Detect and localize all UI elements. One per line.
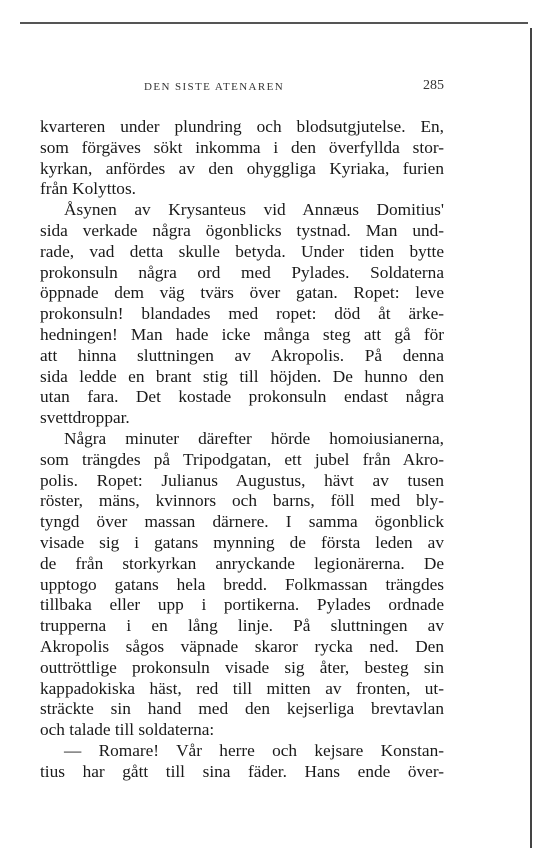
text-line: att hinna sluttningen av Akropolis. På denna — [40, 345, 444, 365]
text-line: röster, mäns, kvinnors och barns, föll med bly- — [40, 491, 444, 511]
text-line: polis. Ropet: Julianus Augustus, hävt av tusen — [40, 470, 444, 490]
text-line: hedningen! Man hade icke många steg att gå för — [40, 324, 444, 344]
body-text — [40, 117, 444, 783]
text-line: tyngd över massan därnere. I samma ögonblick — [40, 512, 444, 532]
text-line: de från storkyrkan anryckande legionärerna. De — [40, 553, 444, 573]
text-line: Akropolis sågos väpnade skaror rycka ned. Den — [40, 636, 444, 656]
text-line: rade, vad detta skulle betyda. Under tiden bytte — [40, 241, 444, 261]
running-title: DEN SISTE ATENAREN — [144, 81, 285, 93]
text-line: tius har gått till sina fäder. Hans ende över- — [40, 761, 444, 781]
text-line: som förgäves sökt inkomma i den överfyllda stor- — [40, 137, 444, 157]
right-border-rule — [530, 28, 532, 848]
text-line: prokonsuln! blandades med ropet: död åt ärke- — [40, 304, 444, 324]
text-line: svettdroppar. — [40, 408, 130, 428]
text-line: sida verkade några ögonblicks tystnad. Man und- — [40, 220, 444, 240]
text-line: outtröttlige prokonsuln visade sig åter, besteg sin — [40, 657, 444, 677]
text-line: och talade till soldaterna: — [40, 720, 215, 740]
text-line: — Romare! Vår herre och kejsare Konstan- — [64, 740, 444, 760]
text-line: öppnade dem väg tvärs över gatan. Ropet: leve — [40, 283, 444, 303]
text-line: kvarteren under plundring och blodsutgjutelse. En, — [40, 117, 444, 136]
text-line: sida ledde en brant stig till höjden. De hunno den — [40, 366, 444, 386]
text-line: som trängdes på Tripodgatan, ett jubel från Akro- — [40, 449, 444, 469]
text-line: kappadokiska häst, red till mitten av fronten, ut- — [40, 678, 444, 698]
text-line: visade sig i gatans mynning de första leden av — [40, 532, 444, 552]
page-number: 285 — [423, 78, 444, 93]
text-line: trupperna i en lång linje. På sluttningen av — [40, 616, 444, 636]
text-line: upptogo gatans hela bredd. Folkmassan trängdes — [40, 574, 444, 594]
text-line: Åsynen av Krysanteus vid Annæus Domitius' — [64, 200, 444, 220]
text-line: prokonsuln några ord med Pylades. Soldaterna — [40, 262, 444, 282]
text-line: från Kolyttos. — [40, 179, 136, 199]
text-line: kyrkan, anfördes av den ohyggliga Kyriaka, furien — [40, 158, 444, 178]
text-line: tillbaka eller upp i portikerna. Pylades ordnade — [40, 595, 444, 615]
page-header — [40, 80, 444, 96]
top-border-rule — [20, 22, 528, 24]
text-line: utan fara. Det kostade prokonsuln endast några — [40, 387, 444, 407]
text-line: Några minuter därefter hörde homoiusianerna, — [64, 428, 444, 448]
text-line: sträckte sin hand med den kejserliga brevtavlan — [40, 699, 444, 719]
